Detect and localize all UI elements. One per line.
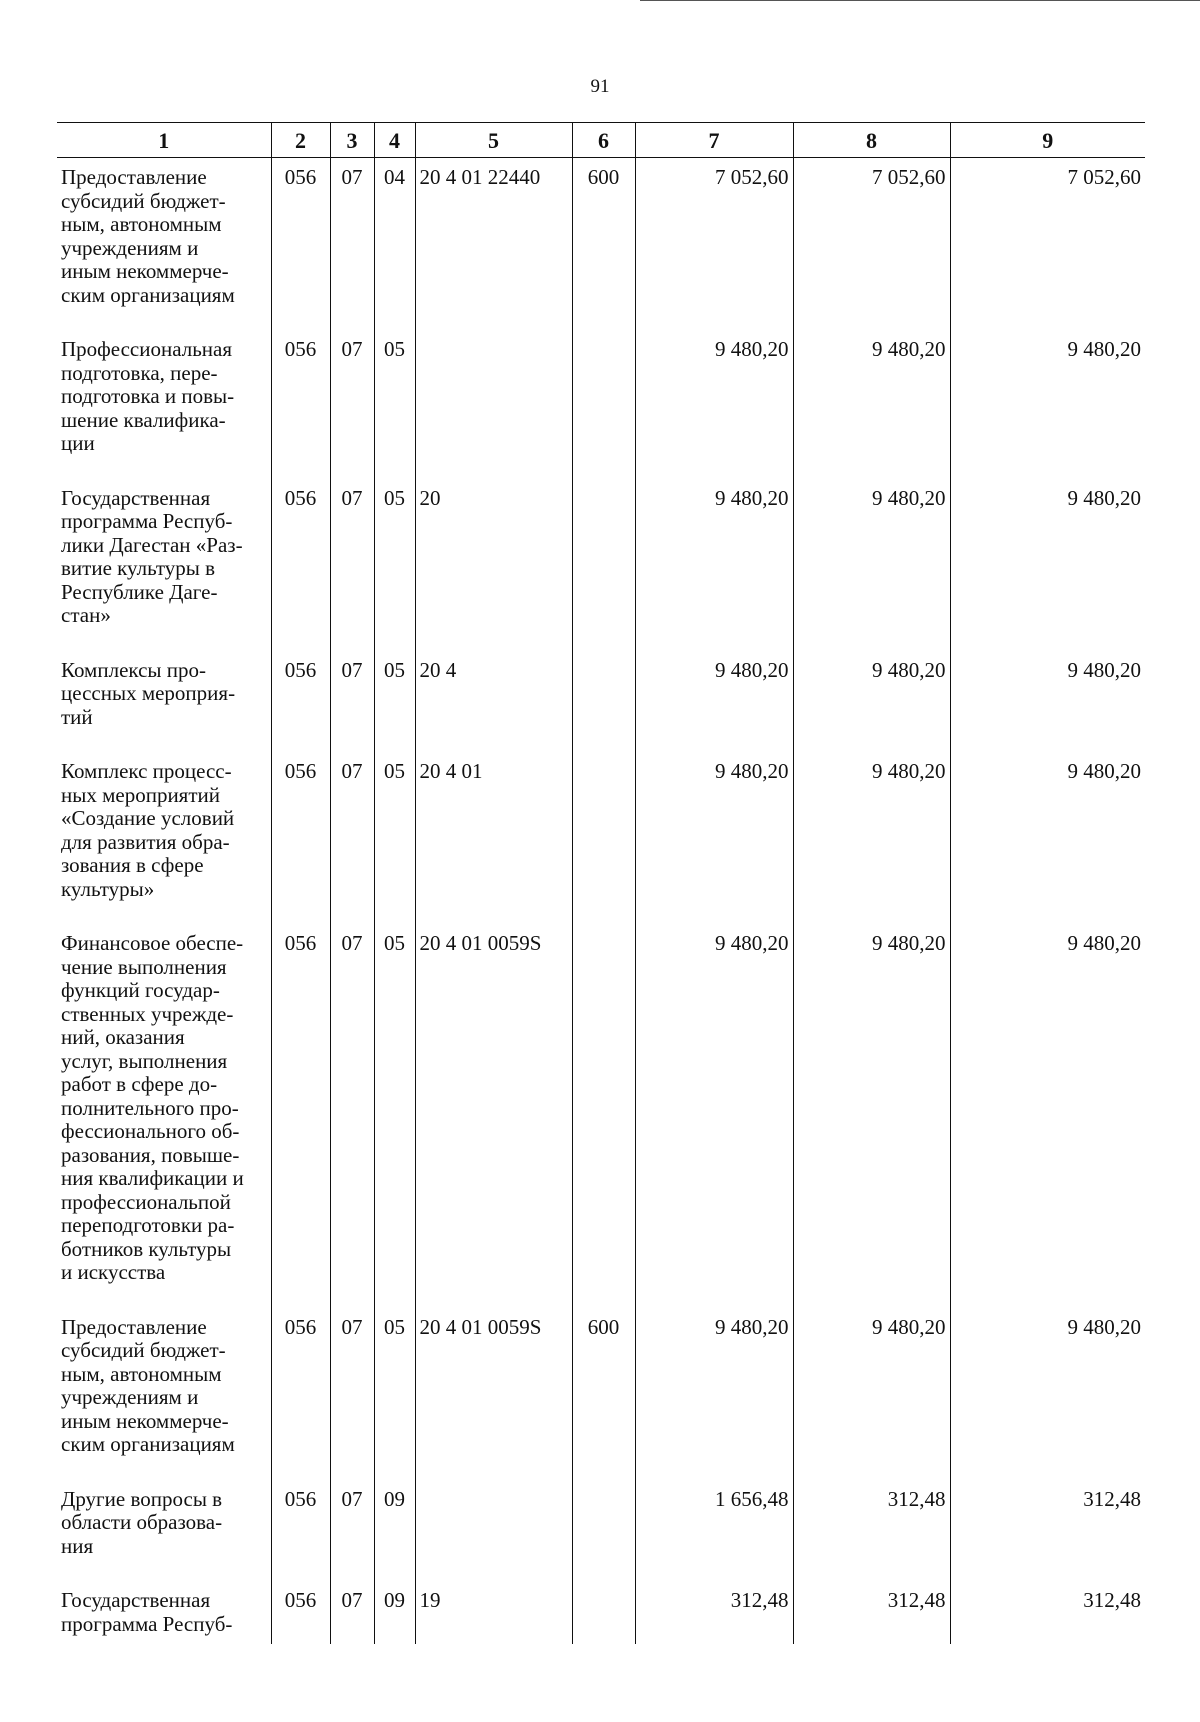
row-code-expense-type — [572, 1480, 635, 1582]
row-code-section: 07 — [330, 479, 374, 651]
row-amount-col-7: 1 656,48 — [635, 1480, 793, 1582]
row-amount-col-9: 9 480,20 — [950, 1308, 1145, 1480]
row-code-target: 20 4 01 0059S — [415, 1308, 572, 1480]
row-code-ministry: 056 — [271, 1581, 330, 1644]
row-code-ministry: 056 — [271, 651, 330, 753]
table-row — [57, 651, 1145, 753]
row-amount-col-9: 9 480,20 — [950, 479, 1145, 651]
header-col-3: 3 — [330, 123, 374, 158]
row-code-expense-type — [572, 752, 635, 924]
row-amount-col-9: 9 480,20 — [950, 330, 1145, 479]
row-code-expense-type — [572, 479, 635, 651]
row-code-section: 07 — [330, 1581, 374, 1644]
table-row — [57, 1480, 1145, 1582]
row-name: Другие вопросы в области образова- ния — [61, 1486, 223, 1558]
row-name: Финансовое обеспе- чение выполнения функций государ- ственных учрежде- ний, оказания услуг, выполнения работ в сфере до- полнительного про- фессионального об- разования, повыше- ния квалификации и профессиональпой переподготовки ра- ботников культуры и искусства — [61, 931, 244, 1284]
row-code-ministry: 056 — [271, 1480, 330, 1582]
row-code-subsection: 05 — [374, 1308, 415, 1480]
row-amount-col-7: 9 480,20 — [635, 651, 793, 753]
row-code-ministry: 056 — [271, 158, 330, 331]
table-body — [57, 158, 1145, 1645]
row-code-ministry: 056 — [271, 330, 330, 479]
header-col-1: 1 — [57, 123, 271, 158]
row-code-section: 07 — [330, 330, 374, 479]
row-amount-col-7: 7 052,60 — [635, 158, 793, 331]
row-name: Государственная программа Респуб- лики Дагестан «Раз- витие культуры в Республике Даге- стан» — [61, 485, 243, 627]
row-code-target — [415, 1480, 572, 1582]
row-code-section: 07 — [330, 752, 374, 924]
row-code-expense-type: 600 — [572, 158, 635, 331]
row-code-target: 20 4 — [415, 651, 572, 753]
header-col-8: 8 — [793, 123, 950, 158]
row-amount-col-9: 9 480,20 — [950, 651, 1145, 753]
header-col-6: 6 — [572, 123, 635, 158]
header-row — [57, 123, 1145, 158]
table-row — [57, 158, 1145, 331]
row-code-subsection: 05 — [374, 924, 415, 1308]
row-amount-col-7: 9 480,20 — [635, 924, 793, 1308]
row-amount-col-7: 9 480,20 — [635, 752, 793, 924]
budget-table — [57, 122, 1145, 1644]
row-name: Комплекс процесс- ных мероприятий «Создание условий для развития обра- зования в сфере культуры» — [61, 759, 235, 901]
row-amount-col-8: 9 480,20 — [793, 1308, 950, 1480]
row-amount-col-7: 9 480,20 — [635, 479, 793, 651]
header-col-2: 2 — [271, 123, 330, 158]
row-amount-col-8: 9 480,20 — [793, 330, 950, 479]
table-row — [57, 1581, 1145, 1644]
row-code-ministry: 056 — [271, 1308, 330, 1480]
row-code-expense-type: 600 — [572, 1308, 635, 1480]
row-name: Предоставление субсидий бюджет- ным, автономным учреждениям и иным некоммерче- ским организациям — [61, 1314, 235, 1456]
row-amount-col-8: 7 052,60 — [793, 158, 950, 331]
row-code-subsection: 04 — [374, 158, 415, 331]
table-row — [57, 330, 1145, 479]
row-code-subsection: 05 — [374, 330, 415, 479]
row-code-section: 07 — [330, 158, 374, 331]
row-code-subsection: 05 — [374, 752, 415, 924]
row-amount-col-9: 9 480,20 — [950, 752, 1145, 924]
row-code-ministry: 056 — [271, 752, 330, 924]
header-col-4: 4 — [374, 123, 415, 158]
row-amount-col-7: 312,48 — [635, 1581, 793, 1644]
row-code-target: 20 4 01 22440 — [415, 158, 572, 331]
row-amount-col-8: 9 480,20 — [793, 651, 950, 753]
row-code-target — [415, 330, 572, 479]
row-code-section: 07 — [330, 651, 374, 753]
row-name: Комплексы про- цессных мероприя- тий — [61, 657, 236, 729]
header-col-5: 5 — [415, 123, 572, 158]
row-amount-col-9: 312,48 — [950, 1480, 1145, 1582]
table-row — [57, 752, 1145, 924]
top-edge-rule — [640, 0, 1200, 1]
row-code-ministry: 056 — [271, 924, 330, 1308]
table-row — [57, 924, 1145, 1308]
row-code-expense-type — [572, 924, 635, 1308]
row-amount-col-8: 312,48 — [793, 1480, 950, 1582]
row-amount-col-8: 9 480,20 — [793, 752, 950, 924]
row-amount-col-7: 9 480,20 — [635, 1308, 793, 1480]
row-amount-col-8: 9 480,20 — [793, 479, 950, 651]
row-code-section: 07 — [330, 924, 374, 1308]
row-code-subsection: 05 — [374, 651, 415, 753]
page-number: 91 — [590, 76, 610, 97]
row-name: Предоставление субсидий бюджет- ным, автономным учреждениям и иным некоммерче- ским организациям — [61, 165, 235, 307]
row-code-ministry: 056 — [271, 479, 330, 651]
row-code-target: 20 4 01 — [415, 752, 572, 924]
row-code-expense-type — [572, 330, 635, 479]
row-amount-col-8: 9 480,20 — [793, 924, 950, 1308]
row-code-expense-type — [572, 1581, 635, 1644]
row-amount-col-8: 312,48 — [793, 1581, 950, 1644]
header-col-9: 9 — [950, 123, 1145, 158]
row-name: Профессиональная подготовка, пере- подготовка и повы- шение квалифика- ции — [61, 337, 235, 455]
row-amount-col-9: 9 480,20 — [950, 924, 1145, 1308]
row-amount-col-9: 7 052,60 — [950, 158, 1145, 331]
row-amount-col-7: 9 480,20 — [635, 330, 793, 479]
row-code-subsection: 09 — [374, 1480, 415, 1582]
table-row — [57, 1308, 1145, 1480]
table-row — [57, 479, 1145, 651]
row-code-target: 20 — [415, 479, 572, 651]
row-code-target: 20 4 01 0059S — [415, 924, 572, 1308]
row-amount-col-9: 312,48 — [950, 1581, 1145, 1644]
row-code-section: 07 — [330, 1480, 374, 1582]
row-code-subsection: 05 — [374, 479, 415, 651]
row-name: Государственная программа Респуб- — [61, 1588, 233, 1636]
row-code-section: 07 — [330, 1308, 374, 1480]
row-code-expense-type — [572, 651, 635, 753]
header-col-7: 7 — [635, 123, 793, 158]
row-code-target: 19 — [415, 1581, 572, 1644]
row-code-subsection: 09 — [374, 1581, 415, 1644]
